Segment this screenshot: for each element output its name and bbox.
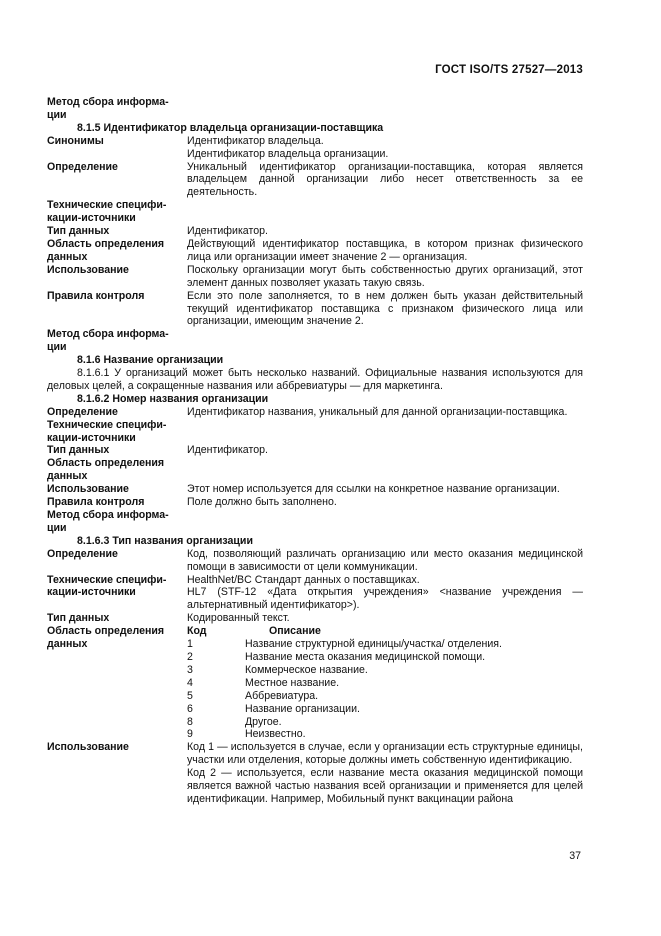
field-label-line: Технические специфи- xyxy=(47,199,167,212)
section-heading: 8.1.6.3 Тип названия организации xyxy=(77,534,253,547)
field-row xyxy=(47,457,583,483)
code-description: Аббревиатура. xyxy=(245,689,319,702)
field-label-line: кации-источники xyxy=(47,586,136,599)
field-value xyxy=(187,290,583,329)
field-label-line: ции xyxy=(47,108,67,121)
code-value: 6 xyxy=(187,702,193,715)
field-row xyxy=(47,483,583,496)
field-value-paragraph: Действующий идентификатор поставщика, в котором признак физического лица или организации имеет значение 2 — организация. xyxy=(187,237,583,263)
field-row xyxy=(47,612,583,625)
code-description: Коммерческое название. xyxy=(245,663,368,676)
field-label xyxy=(47,264,187,277)
code-description: Название организации. xyxy=(245,702,360,715)
field-label-line: Тип данных xyxy=(47,444,110,457)
field-value-paragraph: Идентификатор владельца организации. xyxy=(187,147,389,160)
field-label-line: Синонимы xyxy=(47,134,104,147)
field-label-line: Метод сбора информа- xyxy=(47,96,169,108)
code-table xyxy=(187,625,583,741)
field-label-line: Технические специфи- xyxy=(47,418,167,431)
description-column-header: Описание xyxy=(269,625,321,638)
field-value-paragraph: Если это поле заполняется, то в нем должен быть указан действительный текущий идентификатор поставщика с признаком физического лица или организации, имеющим значение 2. xyxy=(187,289,583,328)
field-label-line: Область определения xyxy=(47,237,165,250)
field-label xyxy=(47,444,187,457)
field-value-paragraph: Идентификатор. xyxy=(187,225,268,238)
field-row xyxy=(47,444,583,457)
field-value-paragraph: Этот номер используется для ссылки на конкретное название организации. xyxy=(187,483,560,496)
field-label-line: данных xyxy=(47,250,88,263)
field-row xyxy=(47,290,583,329)
field-label-line: Метод сбора информа- xyxy=(47,509,169,521)
field-row xyxy=(47,625,583,741)
field-value-paragraph: Кодированный текст. xyxy=(187,612,290,625)
field-row xyxy=(47,96,583,122)
field-label xyxy=(47,328,187,354)
field-value-paragraph: Идентификатор. xyxy=(187,444,268,457)
field-value-paragraph: Поскольку организации могут быть собственностью других организаций, этот элемент данных позволяет указать такую связь. xyxy=(187,263,583,289)
field-row xyxy=(47,406,583,419)
field-row xyxy=(47,225,583,238)
field-label xyxy=(47,161,187,174)
field-value xyxy=(187,574,583,613)
field-row xyxy=(47,509,583,535)
field-value xyxy=(187,264,583,290)
field-label xyxy=(47,496,187,509)
field-label xyxy=(47,199,187,225)
field-label xyxy=(47,574,187,600)
field-label-line: Область определения xyxy=(47,625,165,638)
field-value xyxy=(187,406,583,419)
field-label xyxy=(47,457,187,483)
field-label-line: Определение xyxy=(47,547,118,560)
section-heading: 8.1.5 Идентификатор владельца организации-поставщика xyxy=(77,121,384,134)
field-value xyxy=(187,135,583,161)
field-row xyxy=(47,328,583,354)
field-value-paragraph: Уникальный идентификатор организации-поставщика, которая является владельцем данной организации либо несет ответственность за ее деятельность. xyxy=(187,160,583,199)
field-value-paragraph: Поле должно быть заполнено. xyxy=(187,496,337,509)
field-value xyxy=(187,238,583,264)
code-description: Местное название. xyxy=(245,676,340,689)
section-heading: 8.1.6.2 Номер названия организации xyxy=(77,392,269,405)
field-label-line: ции xyxy=(47,341,67,354)
code-value: 2 xyxy=(187,650,193,663)
field-label-line: ции xyxy=(47,521,67,534)
field-label-line: Использование xyxy=(47,741,129,754)
field-label xyxy=(47,96,187,122)
field-label xyxy=(47,625,187,651)
field-value-paragraph: Код 2 — используется, если название места оказания медицинской помощи является важной частью названия всей организации и применяется для целей идентификации. Например, Мобильный пункт вакцинации района xyxy=(187,767,583,805)
field-label-line: Метод сбора информа- xyxy=(47,328,169,341)
field-label-line: Определение xyxy=(47,405,118,418)
field-label xyxy=(47,135,187,148)
field-value xyxy=(187,483,583,496)
field-value-paragraph: HealthNet/BC Стандарт данных о поставщиках. xyxy=(187,573,420,586)
code-value: 3 xyxy=(187,663,193,676)
field-row xyxy=(47,264,583,290)
field-value xyxy=(187,625,583,741)
field-row xyxy=(47,135,583,161)
field-row xyxy=(47,238,583,264)
field-label-line: данных xyxy=(47,470,88,483)
field-label xyxy=(47,483,187,496)
field-label-line: Правила контроля xyxy=(47,289,145,302)
field-label-line: Технические специфи- xyxy=(47,573,167,586)
document-header: ГОСТ ISO/TS 27527—2013 xyxy=(435,64,583,76)
code-value: 4 xyxy=(187,676,193,689)
code-value: 9 xyxy=(187,728,193,741)
field-label-line: Тип данных xyxy=(47,225,110,238)
code-column-header: Код xyxy=(187,625,207,638)
field-label-line: Правила контроля xyxy=(47,496,145,509)
field-row xyxy=(47,419,583,445)
field-label-line: Использование xyxy=(47,263,129,276)
field-row xyxy=(47,548,583,574)
field-label-line: Определение xyxy=(47,160,118,173)
code-value: 8 xyxy=(187,715,193,728)
field-label xyxy=(47,419,187,445)
section-heading: 8.1.6 Название организации xyxy=(77,354,224,367)
field-value xyxy=(187,161,583,200)
field-value xyxy=(187,548,583,574)
field-row xyxy=(47,161,583,200)
field-value xyxy=(187,496,583,509)
code-description: Неизвестно. xyxy=(245,728,306,741)
field-label-line: кации-источники xyxy=(47,431,136,444)
field-value xyxy=(187,444,583,457)
field-row xyxy=(47,496,583,509)
page-number: 37 xyxy=(569,850,581,862)
field-row xyxy=(47,574,583,613)
field-label xyxy=(47,741,187,754)
field-label xyxy=(47,548,187,561)
document-body xyxy=(47,96,583,806)
field-label-line: Тип данных xyxy=(47,612,110,625)
field-value-paragraph: Код 1 — используется в случае, если у организации есть структурные единицы, участки или отделения, которые должны иметь собственную идентификацию. xyxy=(187,741,583,767)
field-value-paragraph: Код, позволяющий различать организацию или место оказания медицинской помощи в зависимости от цели коммуникации. xyxy=(187,547,583,573)
code-description: Название места оказания медицинской помощи. xyxy=(245,650,486,663)
field-label xyxy=(47,509,187,535)
field-label xyxy=(47,290,187,303)
field-value xyxy=(187,612,583,625)
field-row xyxy=(47,741,583,806)
code-description: Другое. xyxy=(245,715,282,728)
field-value xyxy=(187,741,583,806)
code-value: 1 xyxy=(187,638,193,651)
field-label xyxy=(47,406,187,419)
field-row xyxy=(47,199,583,225)
code-description: Название структурной единицы/участка/ отделения. xyxy=(245,638,502,651)
field-value-paragraph: Идентификатор владельца. xyxy=(187,134,324,147)
body-paragraph: 8.1.6.1 У организаций может быть несколько названий. Официальные названия используются для деловых целей, а сокращенные названия или аббревиатуры — для маркетинга. xyxy=(47,367,583,392)
field-label-line: данных xyxy=(47,638,88,651)
field-value-paragraph: HL7 (STF-12 «Дата открытия учреждения» <название учреждения — альтернативный идентификатор>). xyxy=(187,586,583,612)
field-label xyxy=(47,612,187,625)
field-label-line: Использование xyxy=(47,483,129,496)
field-value xyxy=(187,225,583,238)
field-value-paragraph: Идентификатор названия, уникальный для данной организации-поставщика. xyxy=(187,405,568,418)
field-label-line: Область определения xyxy=(47,457,165,470)
code-value: 5 xyxy=(187,689,193,702)
field-label xyxy=(47,225,187,238)
field-label-line: кации-источники xyxy=(47,212,136,225)
field-label xyxy=(47,238,187,264)
